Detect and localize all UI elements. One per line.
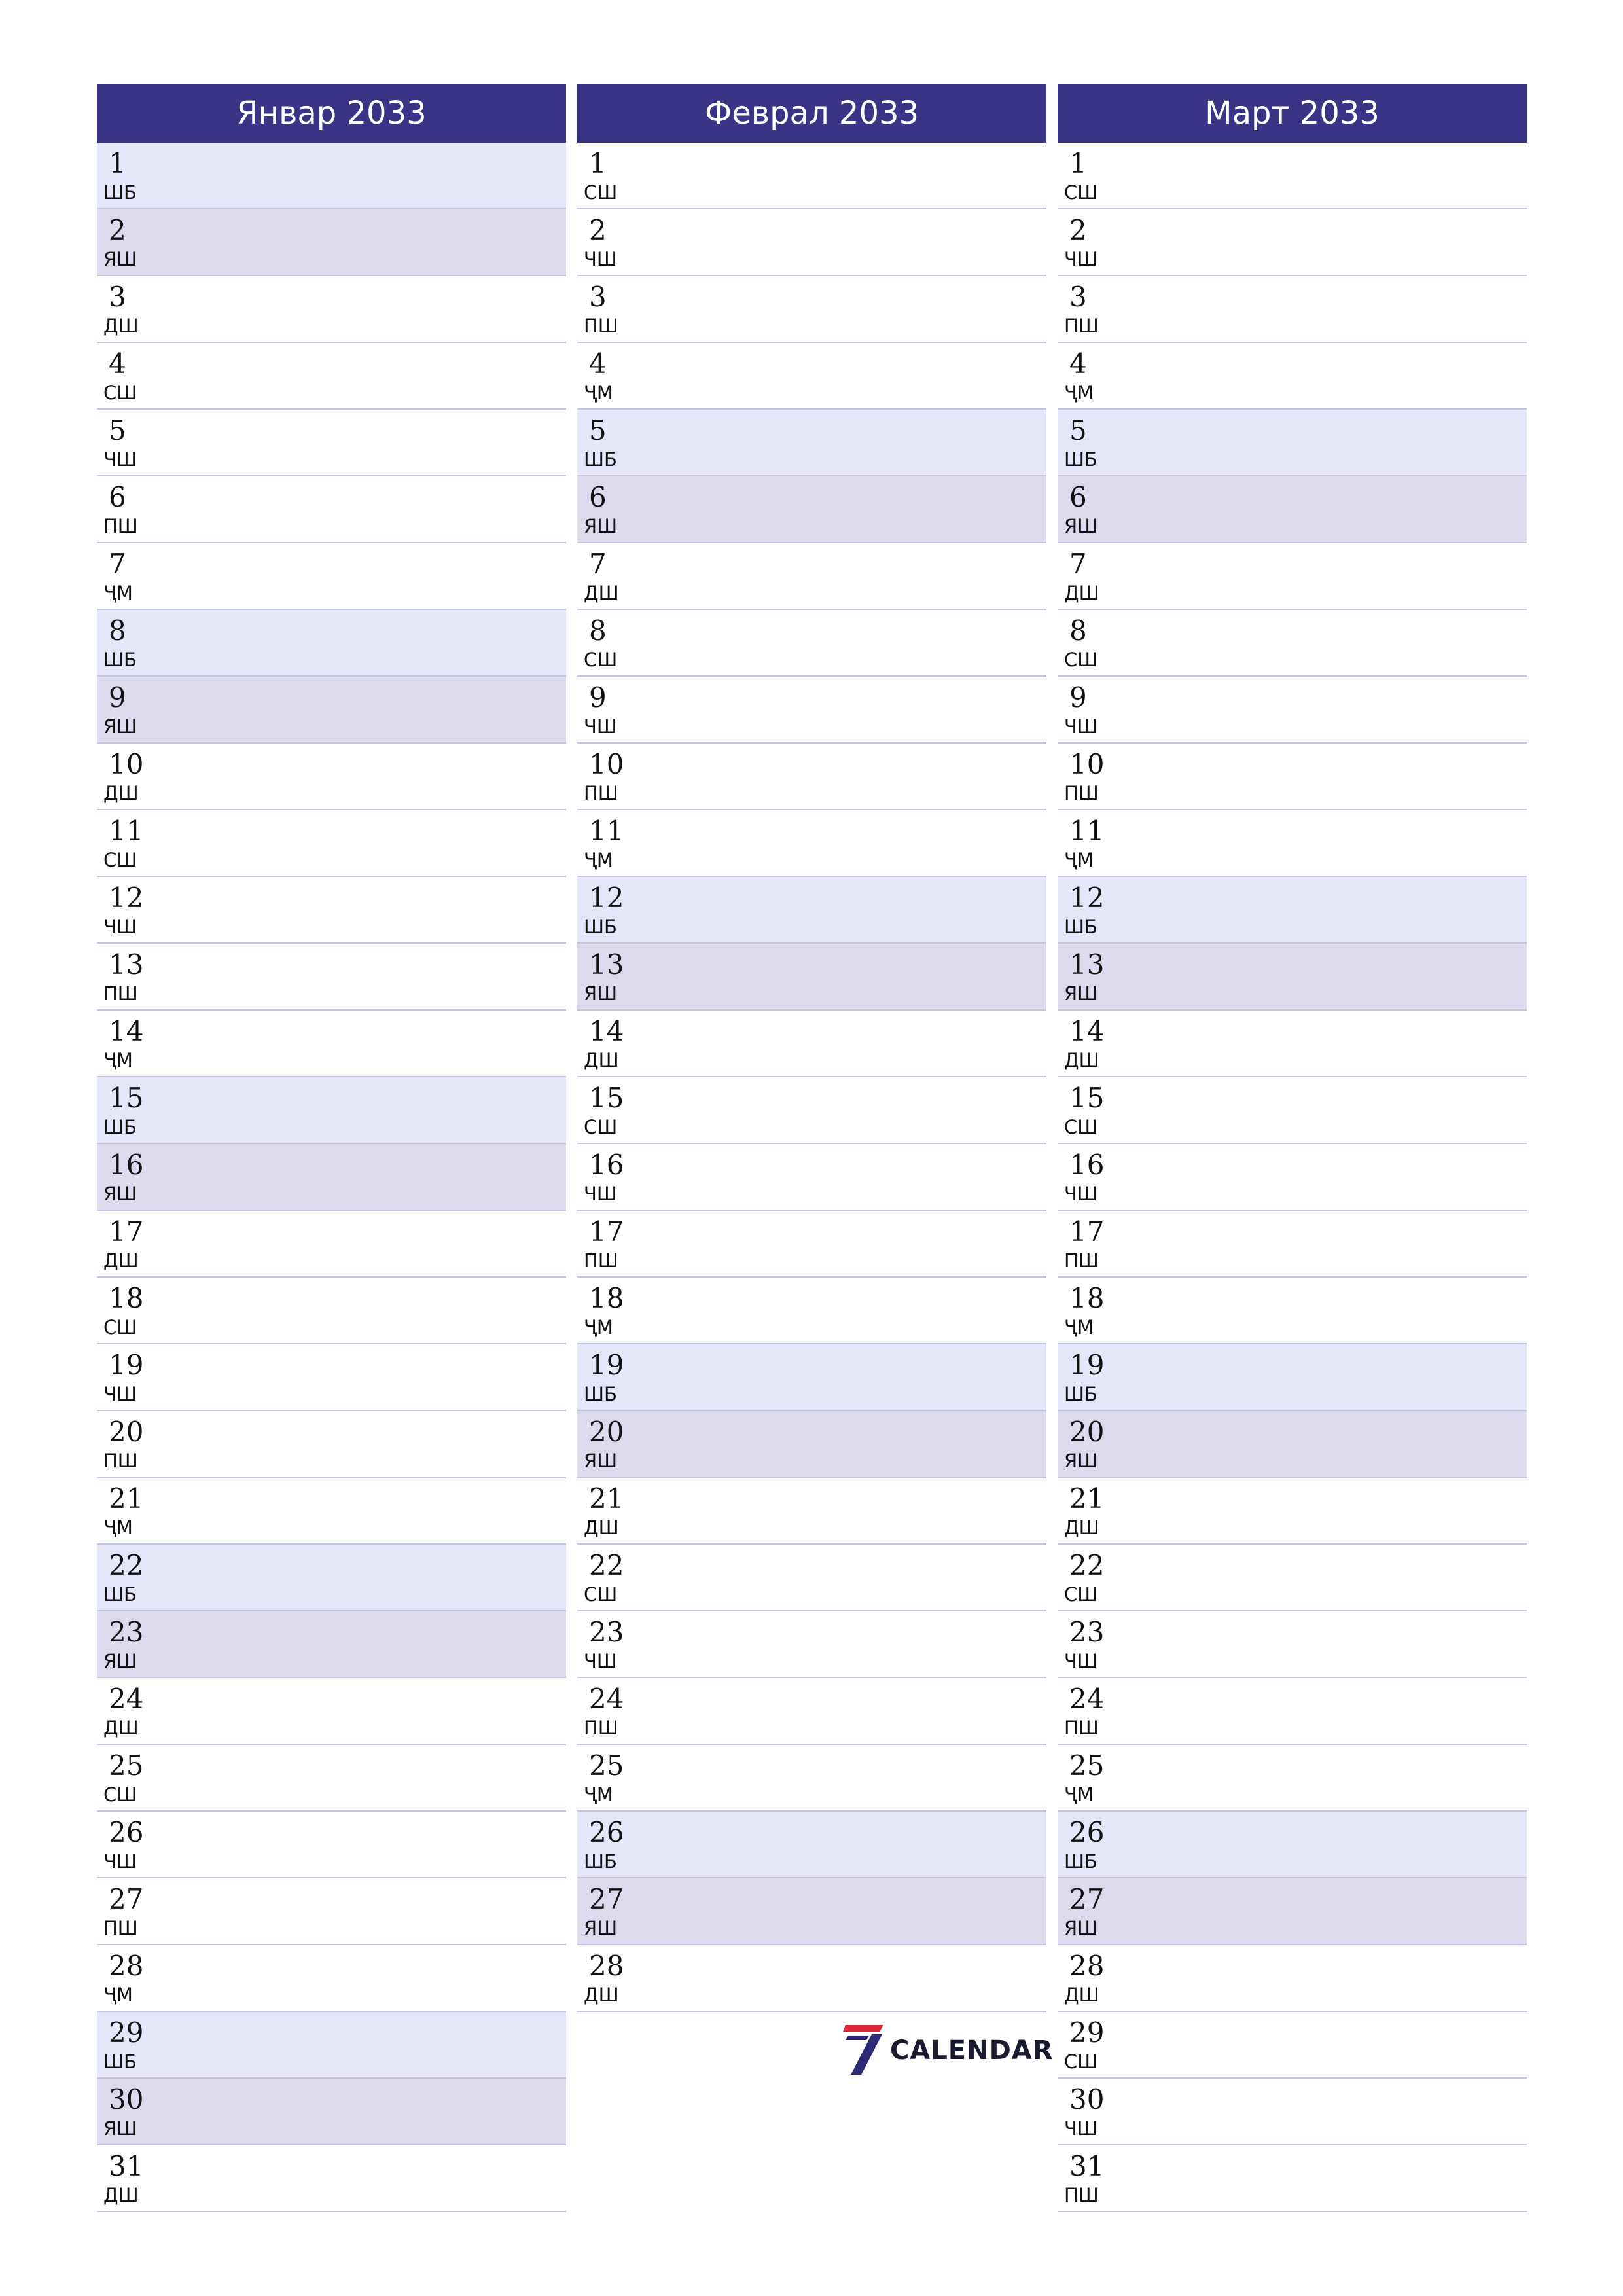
day-row [1058, 1011, 1527, 1077]
weekday-abbr: ЯШ [103, 2117, 137, 2140]
weekday-abbr: ДШ [1064, 582, 1099, 604]
day-row [1058, 2079, 1527, 2145]
day-row [577, 1745, 1046, 1812]
day-row [97, 543, 566, 610]
weekday-abbr: ДШ [1064, 1516, 1099, 1539]
day-number: 10 [109, 748, 144, 780]
weekday-abbr: СШ [584, 1116, 618, 1138]
weekday-abbr: ДШ [103, 2184, 139, 2206]
day-number: 5 [1069, 414, 1087, 446]
weekday-abbr: ЯШ [584, 1450, 618, 1472]
day-row [97, 476, 566, 543]
day-number: 9 [109, 681, 126, 713]
day-number: 3 [109, 281, 126, 313]
weekday-abbr: СШ [584, 649, 618, 671]
day-row [1058, 1878, 1527, 1945]
day-number: 27 [1069, 1883, 1105, 1915]
day-row [577, 877, 1046, 944]
weekday-abbr: ШБ [103, 649, 137, 671]
day-number: 19 [109, 1349, 144, 1381]
day-list [1058, 143, 1527, 2212]
day-row [1058, 209, 1527, 276]
weekday-abbr: СШ [1064, 181, 1098, 204]
day-number: 28 [109, 1950, 144, 1982]
day-number: 24 [109, 1683, 144, 1715]
day-row [97, 1077, 566, 1144]
day-number: 20 [109, 1416, 144, 1448]
day-row [577, 1545, 1046, 1611]
weekday-abbr: СШ [1064, 1116, 1098, 1138]
day-row [1058, 1344, 1527, 1411]
weekday-abbr: ЧШ [1064, 1650, 1097, 1672]
day-number: 8 [109, 615, 126, 647]
day-row [97, 2079, 566, 2145]
day-number: 25 [109, 1749, 144, 1782]
weekday-abbr: ҶМ [1064, 849, 1094, 871]
day-row [97, 810, 566, 877]
weekday-abbr: ПШ [584, 1717, 618, 1739]
weekday-abbr: ЧШ [1064, 1183, 1097, 1205]
day-row [1058, 1211, 1527, 1278]
day-row [97, 944, 566, 1011]
day-number: 18 [1069, 1282, 1105, 1314]
weekday-abbr: ҶМ [584, 1784, 613, 1806]
day-number: 26 [109, 1816, 144, 1848]
weekday-abbr: ЧШ [584, 1650, 617, 1672]
day-number: 18 [109, 1282, 144, 1314]
weekday-abbr: ЯШ [103, 1650, 137, 1672]
day-number: 17 [589, 1215, 624, 1247]
day-number: 26 [589, 1816, 624, 1848]
weekday-abbr: ҶМ [103, 582, 133, 604]
weekday-abbr: ЯШ [1064, 515, 1098, 537]
weekday-abbr: ЯШ [584, 1917, 618, 1939]
day-number: 30 [1069, 2083, 1105, 2115]
day-number: 6 [1069, 481, 1087, 513]
weekday-abbr: СШ [103, 1316, 137, 1338]
day-row [1058, 610, 1527, 677]
day-number: 27 [109, 1883, 144, 1915]
day-number: 15 [1069, 1082, 1105, 1114]
day-row [97, 1478, 566, 1545]
day-row [97, 610, 566, 677]
weekday-abbr: ШБ [103, 1116, 137, 1138]
weekday-abbr: ПШ [1064, 2184, 1099, 2206]
day-number: 20 [589, 1416, 624, 1448]
day-row [577, 1678, 1046, 1745]
day-number: 11 [589, 815, 624, 847]
day-number: 25 [589, 1749, 624, 1782]
day-row [577, 1077, 1046, 1144]
day-row [97, 1878, 566, 1945]
day-row [1058, 1812, 1527, 1878]
day-number: 1 [109, 147, 126, 179]
day-number: 15 [109, 1082, 144, 1114]
day-number: 8 [1069, 615, 1087, 647]
weekday-abbr: ЯШ [103, 1183, 137, 1205]
weekday-abbr: СШ [103, 849, 137, 871]
day-row [577, 744, 1046, 810]
weekday-abbr: СШ [103, 1784, 137, 1806]
day-number: 20 [1069, 1416, 1105, 1448]
day-row [97, 1344, 566, 1411]
weekday-abbr: СШ [584, 1583, 618, 1605]
day-number: 7 [109, 548, 126, 580]
day-row [577, 1011, 1046, 1077]
day-number: 23 [1069, 1616, 1105, 1648]
month-march [1058, 84, 1527, 2212]
day-row [97, 1278, 566, 1344]
weekday-abbr: ҶМ [103, 1516, 133, 1539]
weekday-abbr: ШБ [584, 448, 617, 471]
day-number: 24 [589, 1683, 624, 1715]
day-row [97, 1545, 566, 1611]
month-january [97, 84, 566, 2212]
day-row [577, 1878, 1046, 1945]
weekday-abbr: ҶМ [1064, 1316, 1094, 1338]
day-number: 11 [1069, 815, 1105, 847]
day-row [97, 1611, 566, 1678]
weekday-abbr: СШ [584, 181, 618, 204]
day-row [97, 677, 566, 744]
day-row [97, 744, 566, 810]
weekday-abbr: ҶМ [1064, 1784, 1094, 1806]
month-title: Март 2033 [1058, 84, 1527, 143]
weekday-abbr: ШБ [1064, 448, 1097, 471]
weekday-abbr: ДШ [584, 1049, 619, 1071]
day-row [577, 1812, 1046, 1878]
day-row [1058, 877, 1527, 944]
day-number: 4 [109, 348, 126, 380]
day-number: 17 [109, 1215, 144, 1247]
day-row [577, 1945, 1046, 2012]
weekday-abbr: ПШ [1064, 782, 1099, 804]
day-number: 15 [589, 1082, 624, 1114]
day-number: 29 [1069, 2017, 1105, 2049]
day-row [577, 944, 1046, 1011]
month-february [577, 84, 1046, 2012]
day-number: 16 [109, 1149, 144, 1181]
day-number: 5 [109, 414, 126, 446]
weekday-abbr: ЯШ [584, 515, 618, 537]
month-title: Январ 2033 [97, 84, 566, 143]
weekday-abbr: ЯШ [584, 982, 618, 1005]
weekday-abbr: ШБ [1064, 1383, 1097, 1405]
day-number: 10 [589, 748, 624, 780]
day-number: 6 [589, 481, 607, 513]
day-row [1058, 543, 1527, 610]
day-number: 17 [1069, 1215, 1105, 1247]
day-row [1058, 2012, 1527, 2079]
day-number: 13 [589, 948, 624, 980]
weekday-abbr: ДШ [103, 1249, 139, 1272]
weekday-abbr: ШБ [584, 916, 617, 938]
day-row [577, 810, 1046, 877]
weekday-abbr: ҶМ [584, 1316, 613, 1338]
day-number: 14 [109, 1015, 144, 1047]
day-row [1058, 744, 1527, 810]
day-list [577, 143, 1046, 2012]
weekday-abbr: СШ [1064, 2051, 1098, 2073]
weekday-abbr: ШБ [103, 2051, 137, 2073]
weekday-abbr: ЯШ [1064, 982, 1098, 1005]
day-number: 2 [1069, 214, 1087, 246]
day-number: 19 [589, 1349, 624, 1381]
weekday-abbr: ҶМ [103, 1049, 133, 1071]
day-number: 10 [1069, 748, 1105, 780]
weekday-abbr: ПШ [103, 1450, 138, 1472]
weekday-abbr: ДШ [584, 1516, 619, 1539]
weekday-abbr: ЧШ [1064, 2117, 1097, 2140]
day-row [1058, 1411, 1527, 1478]
day-number: 2 [109, 214, 126, 246]
weekday-abbr: ПШ [103, 982, 138, 1005]
weekday-abbr: ЧШ [584, 715, 617, 738]
weekday-abbr: ЧШ [103, 1850, 137, 1873]
weekday-abbr: ДШ [1064, 1984, 1099, 2006]
day-number: 13 [109, 948, 144, 980]
day-row [97, 410, 566, 476]
weekday-abbr: ШБ [103, 181, 137, 204]
day-row [577, 1344, 1046, 1411]
day-row [97, 877, 566, 944]
day-row [1058, 944, 1527, 1011]
weekday-abbr: ЧШ [584, 1183, 617, 1205]
day-row [1058, 1478, 1527, 1545]
weekday-abbr: ПШ [103, 1917, 138, 1939]
day-row [97, 1678, 566, 1745]
day-number: 23 [589, 1616, 624, 1648]
day-row [577, 1211, 1046, 1278]
day-number: 13 [1069, 948, 1105, 980]
day-row [577, 276, 1046, 343]
day-row [1058, 677, 1527, 744]
day-number: 21 [1069, 1482, 1105, 1515]
weekday-abbr: ПШ [584, 1249, 618, 1272]
day-row [97, 1211, 566, 1278]
day-row [1058, 1545, 1527, 1611]
weekday-abbr: ПШ [584, 315, 618, 337]
weekday-abbr: ЯШ [1064, 1450, 1098, 1472]
day-row [97, 2012, 566, 2079]
weekday-abbr: ДШ [584, 1984, 619, 2006]
day-number: 12 [589, 882, 624, 914]
weekday-abbr: ДШ [103, 782, 139, 804]
day-row [1058, 476, 1527, 543]
day-row [577, 209, 1046, 276]
day-number: 28 [589, 1950, 624, 1982]
weekday-abbr: ДШ [103, 1717, 139, 1739]
weekday-abbr: ПШ [1064, 1717, 1099, 1739]
day-number: 27 [589, 1883, 624, 1915]
day-number: 9 [589, 681, 607, 713]
day-row [577, 1144, 1046, 1211]
weekday-abbr: ШБ [584, 1383, 617, 1405]
day-number: 8 [589, 615, 607, 647]
weekday-abbr: ШБ [584, 1850, 617, 1873]
weekday-abbr: ҶМ [584, 382, 613, 404]
weekday-abbr: ЯШ [103, 248, 137, 270]
day-number: 28 [1069, 1950, 1105, 1982]
day-row [97, 1812, 566, 1878]
day-row [577, 677, 1046, 744]
day-row [97, 1144, 566, 1211]
day-row [1058, 143, 1527, 209]
day-number: 1 [589, 147, 607, 179]
day-row [1058, 2145, 1527, 2212]
day-number: 4 [589, 348, 607, 380]
weekday-abbr: ДШ [584, 582, 619, 604]
day-row [1058, 276, 1527, 343]
day-number: 21 [109, 1482, 144, 1515]
day-list [97, 143, 566, 2212]
day-number: 31 [1069, 2150, 1105, 2182]
weekday-abbr: ЯШ [103, 715, 137, 738]
day-row [577, 1278, 1046, 1344]
day-number: 2 [589, 214, 607, 246]
day-number: 30 [109, 2083, 144, 2115]
day-number: 19 [1069, 1349, 1105, 1381]
day-row [577, 343, 1046, 410]
day-number: 1 [1069, 147, 1087, 179]
day-row [97, 343, 566, 410]
day-number: 14 [589, 1015, 624, 1047]
weekday-abbr: ЯШ [1064, 1917, 1098, 1939]
weekday-abbr: ДШ [1064, 1049, 1099, 1071]
weekday-abbr: ПШ [1064, 315, 1099, 337]
day-row [1058, 343, 1527, 410]
day-number: 18 [589, 1282, 624, 1314]
weekday-abbr: СШ [1064, 1583, 1098, 1605]
day-row [1058, 1945, 1527, 2012]
weekday-abbr: ШБ [1064, 1850, 1097, 1873]
weekday-abbr: ҶМ [103, 1984, 133, 2006]
day-row [1058, 1278, 1527, 1344]
weekday-abbr: ЧШ [103, 916, 137, 938]
weekday-abbr: ЧШ [1064, 715, 1097, 738]
month-title: Феврал 2033 [577, 84, 1046, 143]
day-row [577, 1611, 1046, 1678]
day-row [577, 610, 1046, 677]
day-number: 22 [589, 1549, 624, 1581]
weekday-abbr: СШ [1064, 649, 1098, 671]
day-row [577, 1411, 1046, 1478]
day-number: 4 [1069, 348, 1087, 380]
day-number: 5 [589, 414, 607, 446]
day-number: 31 [109, 2150, 144, 2182]
day-row [1058, 810, 1527, 877]
day-number: 14 [1069, 1015, 1105, 1047]
weekday-abbr: ДШ [103, 315, 139, 337]
day-row [577, 543, 1046, 610]
weekday-abbr: ЧШ [1064, 248, 1097, 270]
day-number: 25 [1069, 1749, 1105, 1782]
day-row [1058, 1611, 1527, 1678]
weekday-abbr: ПШ [103, 515, 138, 537]
day-number: 23 [109, 1616, 144, 1648]
brand-logo [843, 2022, 1054, 2079]
day-row [1058, 1144, 1527, 1211]
day-number: 7 [589, 548, 607, 580]
day-row [97, 209, 566, 276]
day-row [97, 1411, 566, 1478]
day-row [1058, 410, 1527, 476]
day-row [97, 2145, 566, 2212]
day-row [97, 143, 566, 209]
day-row [97, 1945, 566, 2012]
day-row [577, 410, 1046, 476]
day-number: 3 [1069, 281, 1087, 313]
day-row [1058, 1678, 1527, 1745]
weekday-abbr: ШБ [103, 1583, 137, 1605]
day-number: 29 [109, 2017, 144, 2049]
weekday-abbr: ҶМ [1064, 382, 1094, 404]
day-number: 3 [589, 281, 607, 313]
day-row [577, 1478, 1046, 1545]
weekday-abbr: ПШ [584, 782, 618, 804]
day-row [97, 1745, 566, 1812]
day-number: 12 [1069, 882, 1105, 914]
day-number: 24 [1069, 1683, 1105, 1715]
day-row [577, 476, 1046, 543]
day-number: 21 [589, 1482, 624, 1515]
day-number: 16 [1069, 1149, 1105, 1181]
day-number: 7 [1069, 548, 1087, 580]
day-row [1058, 1745, 1527, 1812]
weekday-abbr: ЧШ [584, 248, 617, 270]
weekday-abbr: ШБ [1064, 916, 1097, 938]
weekday-abbr: ЧШ [103, 448, 137, 471]
day-number: 26 [1069, 1816, 1105, 1848]
day-number: 6 [109, 481, 126, 513]
logo-text: CALENDAR [890, 2036, 1054, 2066]
day-number: 22 [1069, 1549, 1105, 1581]
day-number: 12 [109, 882, 144, 914]
weekday-abbr: ҶМ [584, 849, 613, 871]
day-number: 11 [109, 815, 144, 847]
day-number: 22 [109, 1549, 144, 1581]
day-row [577, 143, 1046, 209]
day-row [1058, 1077, 1527, 1144]
seven-logo-icon [843, 2022, 886, 2079]
weekday-abbr: СШ [103, 382, 137, 404]
day-number: 16 [589, 1149, 624, 1181]
weekday-abbr: ЧШ [103, 1383, 137, 1405]
weekday-abbr: ПШ [1064, 1249, 1099, 1272]
day-row [97, 1011, 566, 1077]
day-number: 9 [1069, 681, 1087, 713]
day-row [97, 276, 566, 343]
